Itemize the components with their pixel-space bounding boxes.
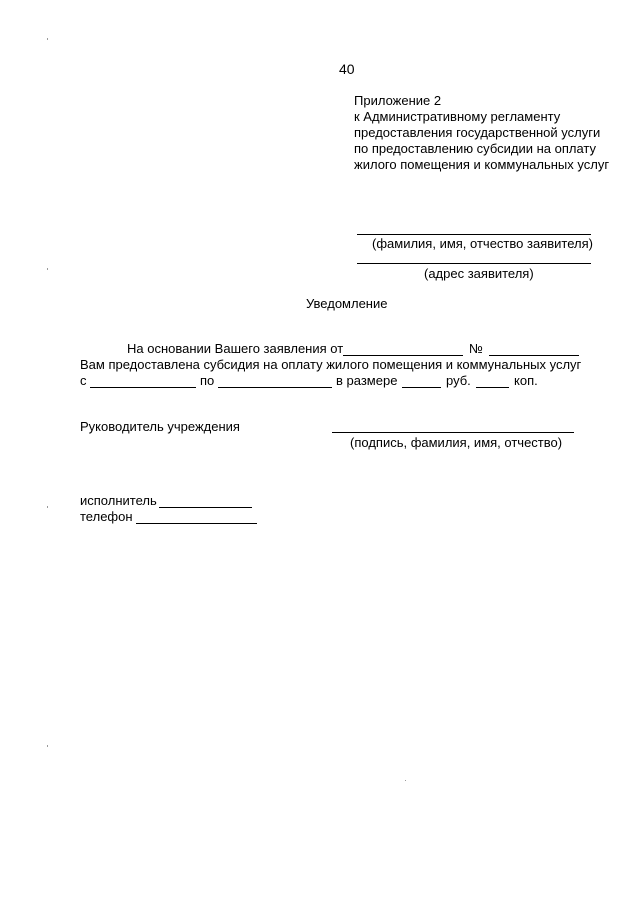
document-title: Уведомление (306, 296, 388, 311)
to-date-blank (218, 387, 332, 388)
appendix-line: Приложение 2 (354, 93, 442, 108)
from-date-blank (90, 387, 196, 388)
signature-line (332, 432, 574, 433)
page-number: 40 (339, 61, 355, 77)
application-number-blank (489, 355, 579, 356)
scan-speck (405, 780, 406, 781)
applicant-address-caption: (адрес заявителя) (424, 266, 534, 281)
body-line1-text: На основании Вашего заявления от (127, 341, 344, 356)
application-date-blank (343, 355, 463, 356)
phone-label: телефон (80, 509, 133, 524)
appendix-line: по предоставлению субсидии на оплату (354, 141, 597, 156)
executor-blank (159, 507, 252, 508)
to-label: по (200, 373, 215, 388)
scan-speck (47, 745, 48, 747)
appendix-line: жилого помещения и коммунальных услуг (354, 157, 610, 172)
applicant-name-line (357, 234, 591, 235)
amount-label: в размере (336, 373, 398, 388)
signature-caption: (подпись, фамилия, имя, отчество) (350, 435, 563, 450)
rub-amount-blank (402, 387, 441, 388)
head-label: Руководитель учреждения (80, 419, 240, 434)
appendix-line: предоставления государственной услуги (354, 125, 601, 140)
kop-label: коп. (514, 373, 538, 388)
applicant-name-caption: (фамилия, имя, отчество заявителя) (372, 236, 593, 251)
body-line2-text: Вам предоставлена субсидия на оплату жилого помещения и коммунальных услуг (80, 357, 582, 372)
number-sign: № (469, 341, 483, 356)
applicant-address-line (357, 263, 591, 264)
executor-label: исполнитель (80, 493, 157, 508)
scan-speck (47, 268, 48, 270)
appendix-line: к Административному регламенту (354, 109, 561, 124)
phone-blank (136, 523, 257, 524)
from-label: с (80, 373, 87, 388)
scan-speck (47, 38, 48, 40)
rub-label: руб. (446, 373, 471, 388)
scan-speck (47, 506, 48, 508)
kop-amount-blank (476, 387, 509, 388)
